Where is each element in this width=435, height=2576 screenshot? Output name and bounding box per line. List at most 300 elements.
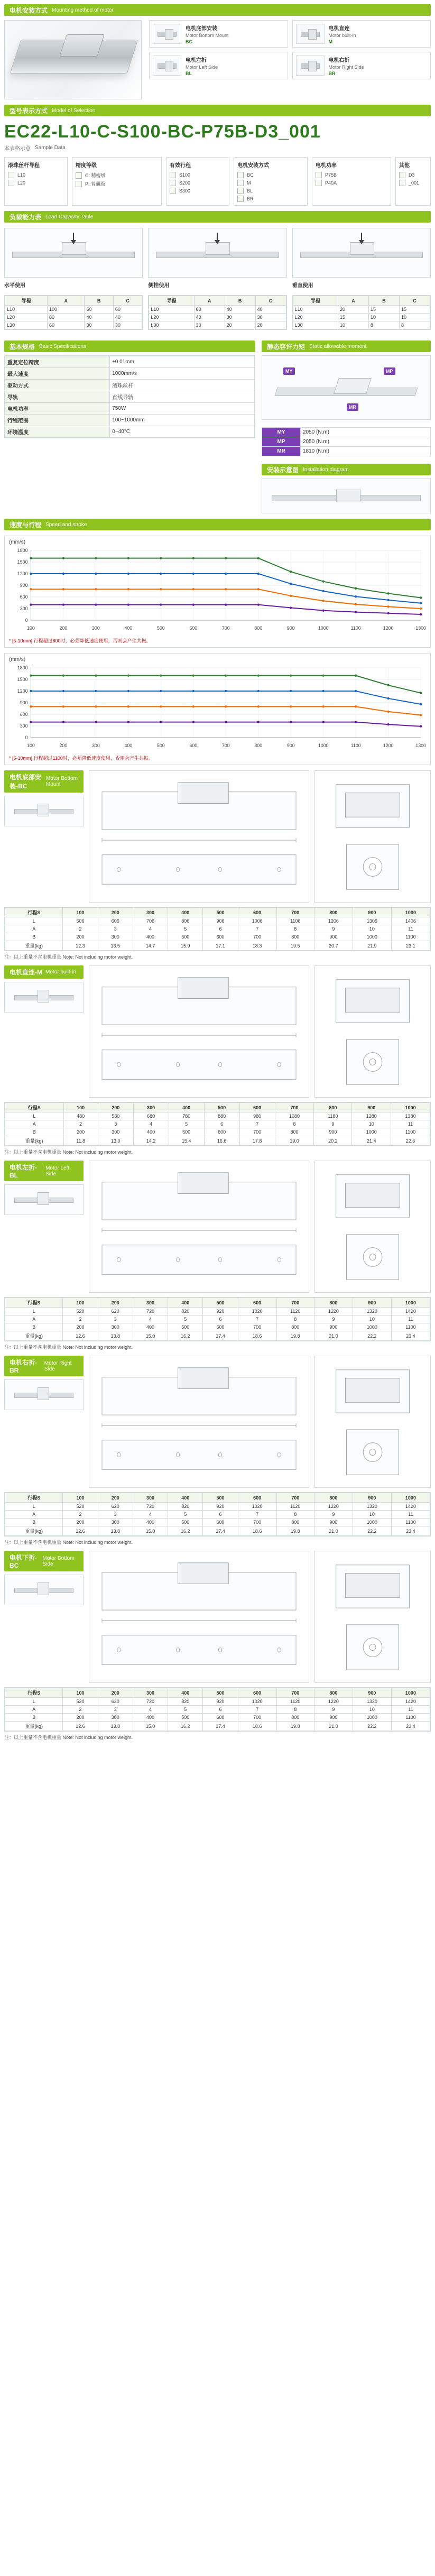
drawing-table-header: 200 [98, 1103, 133, 1112]
drawing-mount-subtitle: Motor Bottom Mount [45, 776, 78, 787]
moment-value: 2050 (N.m) [301, 437, 431, 447]
install-bar [262, 464, 431, 475]
drawing-table-cell: 16.2 [168, 1331, 203, 1341]
drawing-table-cell: 15.0 [133, 1331, 168, 1341]
mount-option-sub: Motor built-in [328, 32, 356, 38]
load-table-cell: L10 [5, 306, 48, 314]
drawing-table-header: 1000 [391, 1688, 430, 1698]
load-table-row [149, 306, 286, 314]
load-table-title: 侧挂使用 [148, 283, 170, 289]
drawing-table-cell: 620 [98, 1308, 133, 1315]
load-table-cell: 80 [48, 314, 85, 321]
drawing-table-cell: 1020 [238, 1503, 276, 1511]
spec-table-box [4, 355, 255, 438]
load-table-cell: 20 [338, 306, 368, 314]
mount-hole-icon [117, 1453, 121, 1457]
chart-point [62, 588, 64, 590]
chart-point [290, 721, 292, 723]
drawing-table-header: 500 [203, 1493, 238, 1503]
chart-point [322, 690, 325, 692]
drawing-table-header: 800 [314, 1298, 353, 1308]
drawing-table-cell: B [5, 1323, 63, 1331]
drawing-table-cell: 15.0 [133, 1526, 168, 1536]
load-table-cell: L30 [5, 321, 48, 329]
drawing-table-header: 100 [63, 1493, 98, 1503]
chart-point [420, 602, 422, 604]
drawing-table-cell: 13.0 [98, 1136, 133, 1146]
load-table-header: B [368, 296, 399, 306]
drawing-table-cell: 10 [353, 925, 391, 933]
drawing-table-header: 500 [203, 1298, 238, 1308]
drawing-table-cell: 19.8 [276, 1722, 314, 1731]
model-subline [4, 144, 431, 152]
checkbox-icon [316, 172, 322, 178]
model-legend-box [4, 157, 68, 206]
chart-point [62, 674, 64, 676]
drawing-mount-title: 电机下折-BC [10, 1554, 37, 1569]
load-table-cell: 60 [85, 306, 113, 314]
carriage-outline [178, 978, 229, 999]
drawing-table-cell: 500 [169, 1128, 204, 1136]
drawing-table [4, 1102, 431, 1146]
spec-value: 滚珠丝杆 [110, 380, 255, 391]
mount-option-thumbnail [296, 24, 325, 44]
model-legend-title: 其他 [399, 163, 410, 169]
drawing-table-cell: 1320 [353, 1503, 391, 1511]
drawing-table-cell: 680 [133, 1112, 169, 1120]
drawing-table-cell: 300 [98, 1128, 133, 1136]
moment-key: MP [262, 437, 301, 447]
model-legend-item-text: P75B [325, 172, 337, 178]
drawing-table-header: 行程S [5, 908, 63, 917]
drawing-table-header: 100 [63, 1298, 98, 1308]
spec-table [5, 356, 255, 438]
speed-chart-1-note: * [5-10mm] 行程超过800时，必须降低速度使用，否则会产生共振。 [9, 638, 151, 643]
spacer [4, 206, 431, 211]
checkbox-icon [8, 180, 14, 186]
carriage-outline [178, 1173, 229, 1194]
drawing-table-header: 700 [276, 908, 314, 917]
load-table-cell: L20 [5, 314, 48, 321]
chart-point [30, 674, 32, 676]
section-mount-bar [4, 4, 431, 16]
chart-point [160, 721, 162, 723]
drawing-table-header: 500 [203, 1688, 238, 1698]
drawing-table-cell: 1220 [314, 1698, 353, 1706]
chart-point [322, 590, 325, 592]
moment-row [262, 437, 431, 447]
drawing-note: 注：以上重量不含电机重量 Note: Not including motor weight. [4, 1345, 133, 1350]
drawing-table-header: 100 [63, 1688, 98, 1698]
spec-row [5, 368, 255, 380]
drawing-table-cell: 19.0 [275, 1136, 314, 1146]
drawing-table-cell: 980 [239, 1112, 275, 1120]
chart-y-tick-label: 1200 [17, 571, 28, 577]
moment-key: MY [262, 428, 301, 437]
checkbox-icon [170, 180, 176, 186]
chart-point [257, 557, 260, 559]
speed-chart-2 [4, 653, 431, 765]
load-table-header: 导程 [149, 296, 194, 306]
drawing-table-header: 1000 [391, 1298, 430, 1308]
chart-y-tick-label: 1800 [17, 547, 28, 554]
chart-point [257, 674, 260, 676]
mount-hole-icon [277, 1063, 281, 1067]
drawing-table-cell: 200 [63, 1714, 98, 1722]
drawing-table-cell: 920 [203, 1698, 238, 1706]
drawing-table-row [5, 1112, 430, 1120]
drawing-table-cell: 800 [275, 1128, 314, 1136]
model-legend-item [76, 180, 158, 187]
drawing-table-cell: 21.4 [352, 1136, 391, 1146]
chart-point [160, 705, 162, 707]
chart-point [160, 603, 162, 605]
mount-option-code: BL [186, 70, 192, 76]
drawing-table-cell: 300 [98, 933, 133, 941]
install-section-title: 安装示意图 [267, 466, 299, 474]
drawing-table-cell: A [5, 925, 63, 933]
spec-key: 重复定位精度 [5, 356, 110, 368]
drawing-main-svg [89, 1551, 309, 1682]
drawing-table-cell: 920 [203, 1308, 238, 1315]
moment-label-my: MY [283, 367, 295, 375]
load-table-cell: 40 [255, 306, 286, 314]
drawing-table-cell: 700 [238, 1519, 276, 1526]
chart-x-tick-label: 1200 [383, 625, 394, 631]
chart-point [30, 557, 32, 559]
model-note-2: Sample Data [35, 145, 66, 151]
drawing-table-header: 100 [63, 1103, 98, 1112]
chart-point [127, 705, 129, 707]
drawing-table-header: 300 [133, 1688, 168, 1698]
drawing-table-cell: 8 [276, 1511, 314, 1519]
drawing-table-cell: 17.4 [203, 1722, 238, 1731]
chart-point [420, 596, 422, 599]
drawing-table-cell: 480 [63, 1112, 98, 1120]
drawing-mount-pill [4, 1356, 84, 1376]
drawing-table-cell: 5 [169, 1120, 204, 1128]
chart-point [192, 690, 195, 692]
drawing-table-cell: 3 [98, 1120, 133, 1128]
chart-point [257, 721, 260, 723]
drawing-table-cell: 13.8 [98, 1331, 133, 1341]
end-bore-inner-icon [369, 1449, 376, 1456]
load-table-cell: 15 [399, 306, 430, 314]
spacer [4, 513, 431, 519]
drawing-table-cell: 23.4 [391, 1331, 430, 1341]
spec-value: 100~1000mm [110, 415, 255, 426]
chart-point [95, 557, 97, 559]
section-mount-title: 电机安装方式 [10, 6, 48, 14]
drawing-table-header: 700 [275, 1103, 314, 1112]
model-legend-item-text: BR [247, 196, 254, 201]
drawing-table-row [5, 1128, 430, 1136]
drawing-table-row [5, 933, 430, 941]
drawing-table-cell: 15.9 [168, 941, 203, 951]
drawing-table-cell: 500 [168, 1519, 203, 1526]
chart-x-tick-label: 1100 [350, 742, 361, 749]
chart-point [225, 573, 227, 575]
drawing-table-cell: A [5, 1511, 63, 1519]
side-carriage [345, 1183, 400, 1208]
speed-chart-2-note: * [5-10mm] 行程超过1100时，必须降低速度使用，否则会产生共振。 [9, 756, 153, 761]
checkbox-icon [399, 180, 405, 186]
moment-value: 1810 (N.m) [301, 447, 431, 456]
drawing-table-cell: 500 [168, 933, 203, 941]
spec-bar [4, 341, 255, 352]
checkbox-icon [237, 188, 244, 194]
drawing-dimension-table [5, 1102, 430, 1146]
chart-point [355, 690, 357, 692]
drawing-table-cell: 3 [98, 1706, 133, 1714]
chart-point [355, 595, 357, 597]
chart-point [95, 705, 97, 707]
drawing-table-header: 200 [98, 1493, 133, 1503]
drawing-table-cell: 11 [391, 1511, 430, 1519]
spec-key: 环境温度 [5, 426, 110, 438]
chart-x-tick-label: 1300 [415, 742, 426, 749]
drawing-table-cell: 1000 [353, 1323, 391, 1331]
drawing-table-header: 行程S [5, 1298, 63, 1308]
load-table-cell: L20 [293, 314, 338, 321]
actuator-carriage [59, 34, 105, 57]
chart-point [127, 603, 129, 605]
chart-point [387, 599, 389, 601]
drawing-mount-title: 电机左折-BL [10, 1164, 37, 1179]
load-table-header: 导程 [5, 296, 48, 306]
load-section-subtitle: Load Capacity Table [45, 214, 94, 220]
mount-hole-icon [176, 1063, 179, 1067]
drawing-table-cell: 1020 [238, 1308, 276, 1315]
drawing-table-cell: 15.0 [133, 1722, 168, 1731]
drawing-table-cell: 15.4 [169, 1136, 204, 1146]
drawing-table-cell: B [5, 933, 63, 941]
drawing-table-header: 900 [353, 1298, 391, 1308]
drawing-table [4, 1492, 431, 1537]
model-legend-list [8, 172, 64, 186]
chart-point [387, 711, 389, 713]
drawing-table-cell: 重量(kg) [5, 1526, 63, 1536]
checkbox-icon [76, 172, 82, 179]
load-table-row [5, 306, 142, 314]
chart-point [62, 705, 64, 707]
chart-grid [31, 668, 421, 738]
drawing-table-cell: 820 [168, 1698, 203, 1706]
model-legend-box [234, 157, 308, 206]
drawing-table-header: 400 [168, 908, 203, 917]
chart-point [160, 573, 162, 575]
load-table-cell: 40 [113, 314, 142, 321]
model-note: 本表格示意 [4, 146, 31, 152]
drawing-table-cell: 11 [391, 1120, 430, 1128]
drawing-table-header: 1000 [391, 908, 430, 917]
chart-y-tick-label: 1800 [17, 665, 28, 671]
drawing-table-cell: 12.6 [63, 1526, 98, 1536]
load-table-cell: 8 [399, 321, 430, 329]
end-bore-inner-icon [369, 1254, 376, 1261]
chart-point [420, 714, 422, 716]
drawing-table-cell: 4 [133, 1511, 168, 1519]
drawing-table-header: 500 [203, 908, 238, 917]
chart-point [127, 588, 129, 590]
checkbox-icon [170, 188, 176, 194]
drawing-table-cell: A [5, 1706, 63, 1714]
mount-hole-icon [117, 1063, 121, 1067]
drawing-table-cell: 10 [353, 1706, 391, 1714]
drawing-table-cell: 17.1 [203, 941, 238, 951]
drawing-side-svg [315, 771, 430, 902]
mount-option-label: 电机直连 [328, 25, 350, 32]
load-table-header: B [85, 296, 113, 306]
drawing-table-cell: 1000 [352, 1128, 391, 1136]
drawing-table-header: 600 [238, 908, 276, 917]
load-card [148, 228, 286, 330]
drawing-table-cell: 1020 [238, 1698, 276, 1706]
drawing-mount-subtitle: Motor Left Side [45, 1165, 70, 1177]
model-code: EC22-L10-C-S100-BC-P75B-D3_001 [4, 122, 321, 142]
chart-point [192, 573, 195, 575]
drawing-table-header: 600 [238, 1493, 276, 1503]
load-arrow-icon [217, 233, 218, 242]
drawing-table-cell: 9 [314, 1706, 353, 1714]
actuator-bottom-view [102, 855, 296, 885]
chart-point [95, 674, 97, 676]
drawing-table-cell: 6 [204, 1120, 239, 1128]
drawing-side [314, 1356, 431, 1488]
drawing-table-cell: 780 [169, 1112, 204, 1120]
drawing-table-cell: 9 [314, 1120, 352, 1128]
drawing-table-cell: 900 [314, 1323, 353, 1331]
model-section-title: 型号表示方式 [10, 107, 48, 115]
drawing-table-row [5, 1323, 430, 1331]
model-legend-item-text: S100 [179, 172, 191, 178]
drawing-table-cell: 2 [63, 1706, 98, 1714]
chart-point [127, 573, 129, 575]
model-legend-title: 电机安装方式 [237, 163, 269, 169]
chart-x-tick-label: 300 [91, 625, 100, 631]
drawing-main [89, 1551, 309, 1683]
drawing-table-cell: 1080 [275, 1112, 314, 1120]
moment-bar [262, 341, 431, 352]
drawing-table-cell: 700 [239, 1128, 275, 1136]
speed-bar [4, 519, 431, 530]
load-card [292, 228, 431, 330]
install-carriage [336, 490, 360, 502]
drawing-table-cell: 18.6 [238, 1526, 276, 1536]
drawing-table-cell: 8 [276, 925, 314, 933]
model-legend-item [237, 196, 304, 202]
chart-x-tick-label: 800 [254, 742, 263, 749]
chart-point [355, 603, 357, 605]
model-legend-item [237, 172, 304, 178]
chart-point [62, 573, 64, 575]
chart-y-tick-label: 600 [20, 711, 28, 717]
drawing-table-cell: 13.8 [98, 1722, 133, 1731]
mount-hole-icon [218, 1453, 221, 1457]
drawing-table-cell: 22.2 [353, 1722, 391, 1731]
chart-point [322, 600, 325, 602]
mount-hole-icon [277, 1258, 281, 1262]
chart-point [62, 557, 64, 559]
drawing-table-cell: 600 [203, 1519, 238, 1526]
drawing-thumbnail [4, 1379, 84, 1410]
load-table-cell: 30 [225, 314, 255, 321]
model-legend-item-text: P40A [325, 180, 337, 186]
drawing-table-cell: B [5, 1128, 64, 1136]
drawing-table-cell: 720 [133, 1698, 168, 1706]
model-legend-list [170, 172, 226, 194]
chart-point [290, 571, 292, 573]
drawing-table-header: 600 [239, 1103, 275, 1112]
drawing-block [4, 770, 431, 903]
drawing-table-cell: 3 [98, 1315, 133, 1323]
drawing-table-cell: 3 [98, 925, 133, 933]
load-table-cell: 60 [194, 306, 225, 314]
moment-key: MR [262, 447, 301, 456]
drawing-table-cell: 12.3 [63, 941, 98, 951]
mount-hole-icon [176, 868, 179, 872]
drawing-side [314, 965, 431, 1098]
drawing-table-cell: 22.2 [353, 1331, 391, 1341]
load-table-cell: 15 [368, 306, 399, 314]
drawing-table-cell: 506 [63, 917, 98, 925]
drawing-table-cell: 1180 [314, 1112, 352, 1120]
drawing-table [4, 1297, 431, 1341]
drawing-table-cell: 19.8 [276, 1526, 314, 1536]
model-bar [4, 105, 431, 116]
load-table-cell: 30 [85, 321, 113, 329]
load-table-row [293, 314, 430, 321]
load-table [149, 296, 286, 329]
drawing-thumbnail [4, 796, 84, 826]
drawing-table-cell: B [5, 1714, 63, 1722]
model-legend-item-text: S300 [179, 188, 191, 194]
drawing-table-cell: L [5, 1112, 64, 1120]
drawing-table-cell: 400 [133, 1128, 169, 1136]
drawing-table-cell: 1220 [314, 1308, 353, 1315]
chart-point [192, 588, 195, 590]
drawing-table-cell: 7 [238, 1315, 276, 1323]
drawing-table-header: 300 [133, 1493, 168, 1503]
load-table-cell: L30 [293, 321, 338, 329]
drawing-table-cell: 18.6 [238, 1722, 276, 1731]
drawing-table-row [5, 1308, 430, 1315]
chart-point [192, 705, 195, 707]
drawing-table-cell: 520 [63, 1308, 98, 1315]
drawing-table-cell: L [5, 917, 63, 925]
drawing-table-row [5, 1331, 430, 1341]
chart-point [127, 721, 129, 723]
drawing-table-header: 300 [133, 1103, 169, 1112]
drawing-table-cell: 700 [238, 933, 276, 941]
load-table-header: C [255, 296, 286, 306]
mount-hole-icon [117, 1648, 121, 1652]
drawing-table-cell: 200 [63, 1519, 98, 1526]
drawing-main-svg [89, 1161, 309, 1292]
drawing-table-cell: 1120 [276, 1308, 314, 1315]
drawing-table-header: 900 [353, 1688, 391, 1698]
speed-chart-1-head [9, 539, 426, 545]
drawing-table-cell: 600 [204, 1128, 239, 1136]
drawing-tag [4, 1161, 84, 1215]
load-table-cell: 10 [399, 314, 430, 321]
drawing-table-cell: 1000 [353, 933, 391, 941]
load-table-cell: 40 [225, 306, 255, 314]
drawing-table-cell: 20.7 [314, 941, 353, 951]
chart-y-tick-label: 900 [20, 582, 28, 588]
chart-x-tick-label: 1200 [383, 742, 394, 749]
chart-point [225, 603, 227, 605]
